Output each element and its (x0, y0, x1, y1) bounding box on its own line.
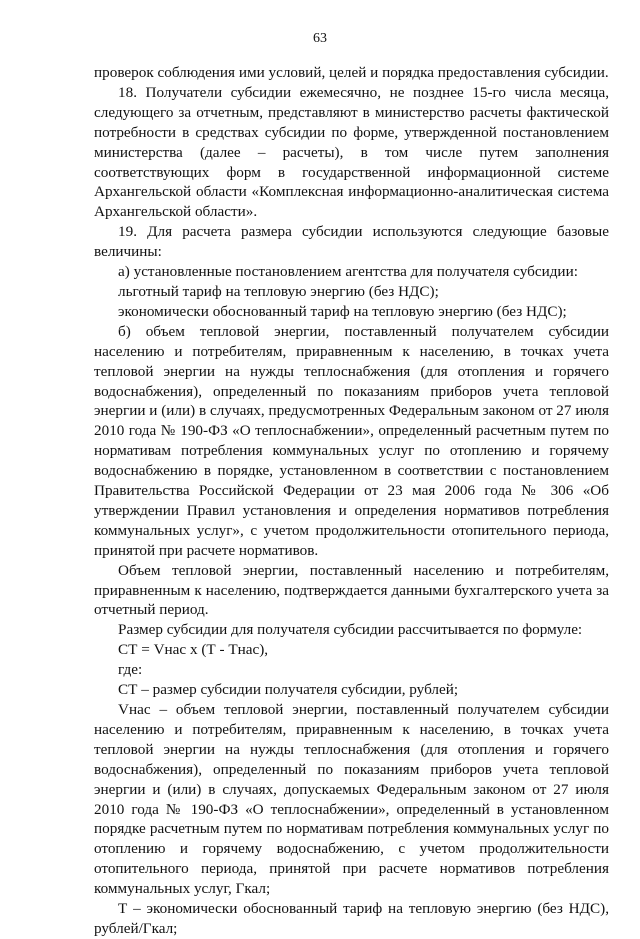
page-number: 63 (313, 31, 327, 46)
paragraph-subitem-b: б) объем тепловой энергии, поставленный получателем субсидии населению и потребителям, приравненным к населению, в точках учета тепловой энергии на нужды теплоснабжения (для отопления и горячего водоснабжения), определенный по показаниям приборов учета тепловой энергии и (или) в случаях, предусмотренных Федеральным законом от 27 июля 2010 года № 190-ФЗ «О теплоснабжении», определенный расчетным путем по нормативам потребления коммунальных услуг по отоплению и горячему водоснабжению в порядке, установленном в соответствии с постановлением Правительства Российской Федерации от 23 мая 2006 года № 306 «Об утверждении Правил установления и определения нормативов потребления коммунальных услуг», с учетом продолжительности отопительного периода, принятой при расчете нормативов. (94, 322, 609, 559)
document-body (94, 63, 609, 939)
paragraph-formula-intro: Размер субсидии для получателя субсидии рассчитывается по формуле: (118, 621, 583, 639)
paragraph-item-19: 19. Для расчета размера субсидии используются следующие базовые величины: (94, 223, 609, 261)
definition-vnas: Vнас – объем тепловой энергии, поставленный получателем субсидии населению и потребителям, приравненным к населению, в точках учета тепловой энергии на нужды теплоснабжения (для отопления и горячего водоснабжения), определенный по показаниям приборов учета тепловой энергии и (или) в случаях, допускаемых Федеральным законом от 27 июля 2010 года № 190-ФЗ «О теплоснабжении», определенный в установленном порядке расчетным путем по нормативам потребления коммунальных услуг по отоплению и горячему водоснабжению, с учетом продолжительности отопительного периода, принятой при расчете нормативов потребления коммунальных услуг, Гкал; (94, 701, 609, 898)
paragraph-economic-tariff: экономически обоснованный тариф на тепловую энергию (без НДС); (118, 302, 567, 320)
paragraph-where: где: (118, 661, 143, 679)
formula: СТ = Vнас х (Т - Тнас), (118, 641, 269, 659)
paragraph-subitem-a: а) установленные постановлением агентства для получателя субсидии: (118, 263, 578, 281)
paragraph-volume-confirmation: Объем тепловой энергии, поставленный населению и потребителям, приравненным к населению, подтверждается данными бухгалтерского учета за отчетный период. (94, 561, 609, 619)
definition-t: Т – экономически обоснованный тариф на тепловую энергию (без НДС), рублей/Гкал; (94, 900, 609, 937)
paragraph-continuation: проверок соблюдения ими условий, целей и порядка предоставления субсидии. (94, 64, 609, 81)
definition-st: СТ – размер субсидии получателя субсидии, рублей; (118, 681, 459, 699)
paragraph-preferential-tariff: льготный тариф на тепловую энергию (без НДС); (118, 282, 439, 300)
paragraph-item-18: 18. Получатели субсидии ежемесячно, не позднее 15-го числа месяца, следующего за отчетным, представляют в министерство расчеты фактической потребности в средствах субсидии по форме, утвержденной постановлением министерства (далее – расчеты), в том числе путем заполнения соответствующих форм в государственной информационной системе Архангельской области «Комплексная информационно-аналитическая система Архангельской области». (94, 83, 609, 221)
